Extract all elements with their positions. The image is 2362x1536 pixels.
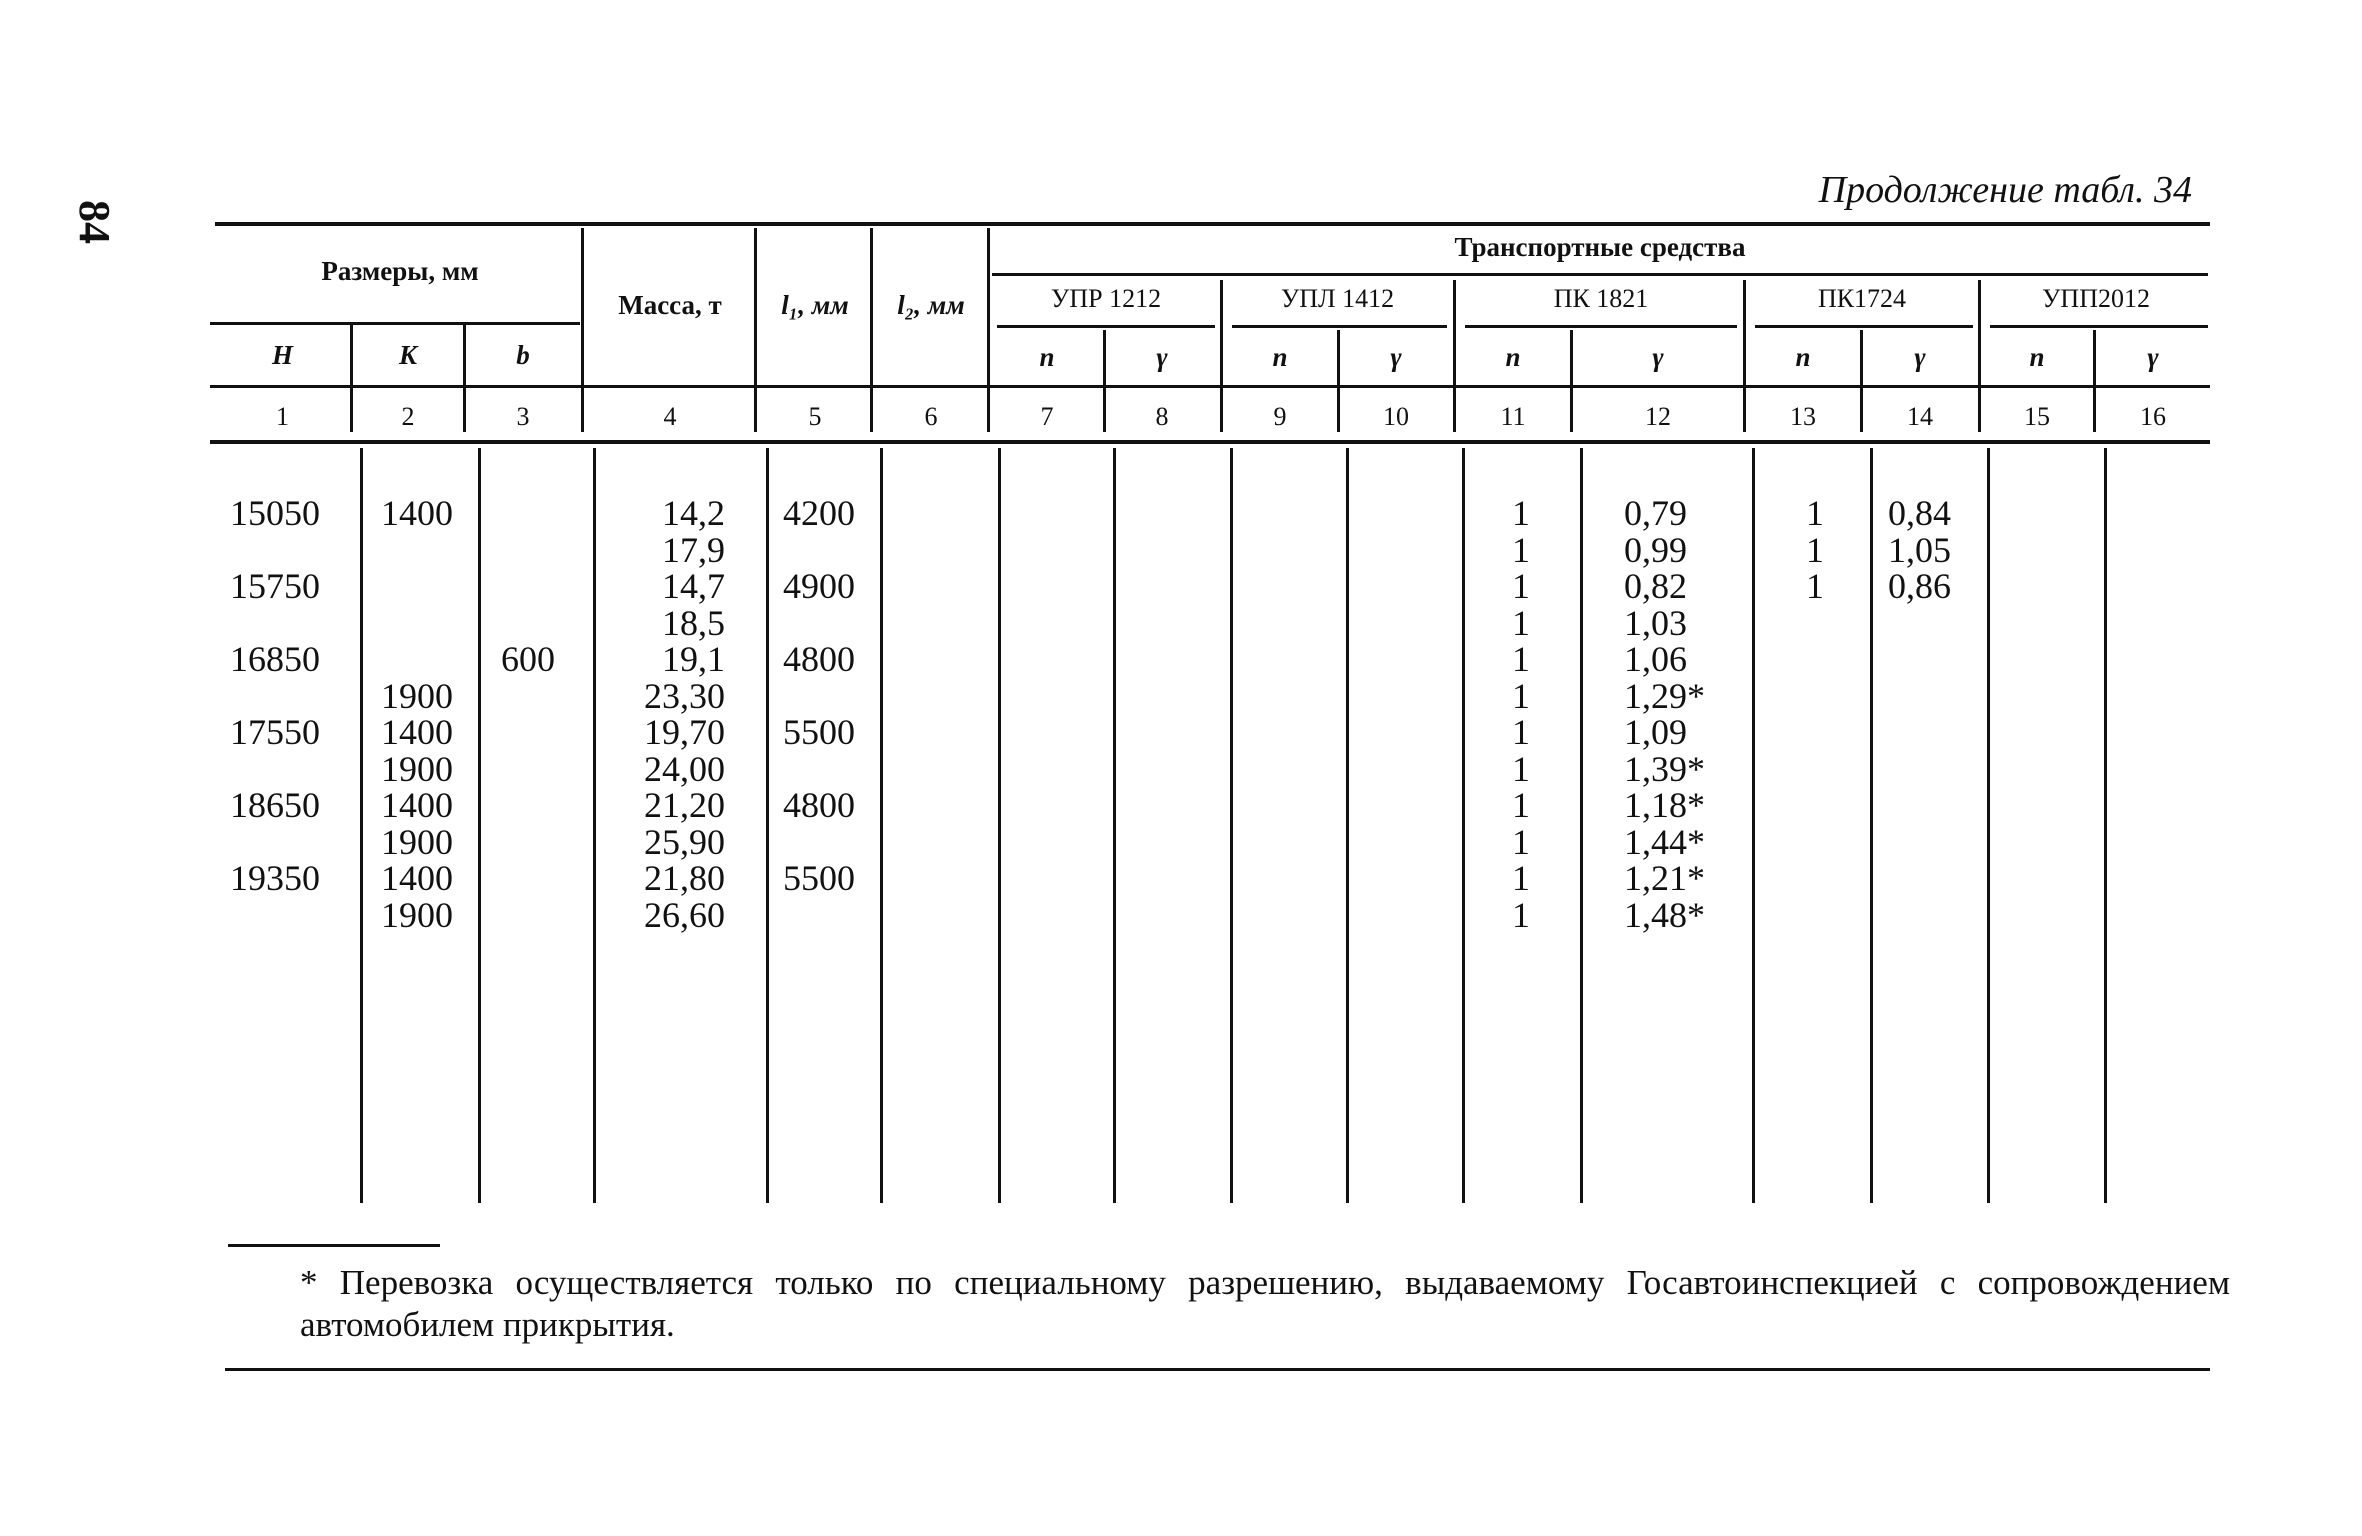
cell-pk1821_n-8: 1: [1512, 785, 1530, 825]
group-upl1412: УПЛ 1412: [1280, 284, 1395, 313]
cell-pk1724_n-2: 1: [1806, 566, 1824, 606]
colnum-8: 8: [1155, 402, 1169, 431]
cell-K-3: [365, 605, 453, 642]
header-n-7: n: [1039, 342, 1055, 372]
header-l1: l₁, мм: [781, 290, 849, 320]
cell-pk1821_n-10: 1: [1512, 858, 1530, 898]
cell-l1-0: 4200: [783, 493, 855, 533]
cell-H-0: 15050: [230, 493, 320, 533]
header-K: K: [398, 340, 417, 370]
group-upp2012: УПП2012: [2042, 284, 2150, 313]
header-H: H: [271, 340, 293, 370]
cell-K-8: 1400: [381, 785, 453, 825]
cell-pk1821_g-5: 1,29*: [1624, 675, 1705, 716]
header-bottom-rule: [210, 440, 2210, 444]
cell-H-9: [220, 824, 320, 861]
header-transport: Транспортные средства: [1454, 232, 1746, 262]
group-pk1821: ПК 1821: [1553, 284, 1649, 313]
cell-l1-2: 4900: [783, 566, 855, 606]
cell-pk1821_n-2: 1: [1512, 566, 1530, 606]
cell-pk1821_n-5: 1: [1512, 675, 1530, 716]
cell-pk1821_n-7: 1: [1512, 748, 1530, 789]
header-g-14: γ: [1914, 342, 1926, 372]
cell-H-6: 17550: [230, 712, 320, 752]
cell-b-1: [480, 532, 555, 569]
cell-mass-1: 17,9: [662, 529, 725, 570]
cell-l1-10: 5500: [783, 858, 855, 898]
cell-K-6: 1400: [381, 712, 453, 752]
header-n-15: n: [2029, 342, 2045, 372]
cell-l1-4: 4800: [783, 639, 855, 679]
colnum-11: 11: [1500, 402, 1526, 431]
group-upr1212: УПР 1212: [1050, 284, 1162, 313]
header-g-8: γ: [1156, 342, 1168, 372]
cell-pk1821_g-0: 0,79: [1624, 493, 1687, 533]
colnum-5: 5: [808, 402, 822, 431]
cell-mass-10: 21,80: [644, 858, 725, 898]
cell-H-4: 16850: [230, 639, 320, 679]
cell-b-5: [480, 678, 555, 715]
cell-b-4: 600: [501, 639, 555, 679]
header-g-16: γ: [2147, 342, 2159, 372]
footnote: * Перевозка осуществляется только по специальному разрешению, выдаваемому Госавтоинспекцией с сопровождением автомобилем прикрытия.: [300, 1263, 2230, 1344]
cell-H-5: [220, 678, 320, 715]
table-top-rule: [215, 222, 2210, 226]
cell-l1-8: 4800: [783, 785, 855, 825]
cell-l1-3: [770, 605, 855, 642]
cell-pk1821_n-3: 1: [1512, 602, 1530, 643]
cell-K-1: [365, 532, 453, 569]
cell-pk1821_n-1: 1: [1512, 529, 1530, 570]
cell-pk1724_g-1: 1,05: [1888, 529, 1951, 570]
cell-K-0: 1400: [381, 493, 453, 533]
cell-pk1724_g-2: 0,86: [1888, 566, 1951, 606]
column-H: [220, 495, 320, 933]
cell-K-4: [365, 641, 453, 678]
column-mass: [600, 495, 725, 933]
cell-l1-6: 5500: [783, 712, 855, 752]
page-number: 84: [70, 200, 119, 244]
column-K: [365, 495, 453, 933]
colnum-10: 10: [1383, 402, 1409, 431]
colnum-1: 1: [276, 402, 289, 431]
colnum-16: 16: [2140, 402, 2166, 431]
cell-mass-4: 19,1: [662, 639, 725, 679]
colnum-4: 4: [663, 402, 677, 431]
cell-pk1821_g-6: 1,09: [1624, 712, 1687, 752]
cell-pk1821_g-9: 1,44*: [1624, 821, 1705, 862]
header-n-11: n: [1505, 342, 1521, 372]
cell-mass-2: 14,7: [662, 566, 725, 606]
cell-pk1821_g-8: 1,18*: [1624, 785, 1705, 825]
cell-H-2: 15750: [230, 566, 320, 606]
column-pk1821-n: [1490, 495, 1530, 933]
cell-pk1821_g-3: 1,03: [1624, 602, 1687, 643]
cell-mass-11: 26,60: [644, 894, 725, 935]
header-sizes: Размеры, мм: [321, 256, 479, 286]
cell-mass-5: 23,30: [644, 675, 725, 716]
cell-K-11: 1900: [381, 894, 453, 935]
cell-pk1821_n-0: 1: [1512, 493, 1530, 533]
cell-pk1821_n-4: 1: [1512, 639, 1530, 679]
colnum-7: 7: [1040, 402, 1054, 431]
cell-b-10: [480, 860, 555, 897]
column-b: [480, 495, 555, 933]
cell-l1-7: [770, 751, 855, 788]
header-n-13: n: [1795, 342, 1811, 372]
cell-H-1: [220, 532, 320, 569]
colnum-14: 14: [1907, 402, 1933, 431]
cell-l1-11: [770, 897, 855, 934]
cell-b-2: [480, 568, 555, 605]
colnum-6: 6: [924, 402, 938, 431]
colnum-2: 2: [401, 402, 415, 431]
column-pk1724-n: [1784, 495, 1824, 605]
cell-K-9: 1900: [381, 821, 453, 862]
cell-mass-6: 19,70: [644, 712, 725, 752]
cell-pk1821_n-6: 1: [1512, 712, 1530, 752]
cell-pk1821_g-7: 1,39*: [1624, 748, 1705, 789]
column-l1: [770, 495, 855, 933]
cell-b-7: [480, 751, 555, 788]
colnum-12: 12: [1645, 402, 1671, 431]
cell-pk1821_n-9: 1: [1512, 821, 1530, 862]
cell-pk1724_n-0: 1: [1806, 493, 1824, 533]
header-g-12: γ: [1652, 342, 1664, 372]
header-b: b: [516, 340, 530, 370]
cell-l1-1: [770, 532, 855, 569]
cell-b-0: [480, 495, 555, 532]
cell-pk1821_g-11: 1,48*: [1624, 894, 1705, 935]
cell-H-3: [220, 605, 320, 642]
cell-mass-8: 21,20: [644, 785, 725, 825]
cell-K-10: 1400: [381, 858, 453, 898]
cell-H-8: 18650: [230, 785, 320, 825]
cell-K-7: 1900: [381, 748, 453, 789]
cell-K-5: 1900: [381, 675, 453, 716]
cell-H-7: [220, 751, 320, 788]
colnum-15: 15: [2024, 402, 2050, 431]
cell-pk1821_n-11: 1: [1512, 894, 1530, 935]
colnum-13: 13: [1790, 402, 1816, 431]
cell-pk1821_g-10: 1,21*: [1624, 858, 1705, 898]
table-caption: Продолжение табл. 34: [1818, 169, 2192, 211]
cell-pk1821_g-1: 0,99: [1624, 529, 1687, 570]
colnum-3: 3: [516, 402, 530, 431]
page-bottom-rule: [225, 1368, 2210, 1371]
cell-mass-7: 24,00: [644, 748, 725, 789]
cell-K-2: [365, 568, 453, 605]
cell-pk1821_g-2: 0,82: [1624, 566, 1687, 606]
cell-b-11: [480, 897, 555, 934]
cell-pk1724_g-0: 0,84: [1888, 493, 1951, 533]
header-g-10: γ: [1390, 342, 1402, 372]
group-pk1724: ПК1724: [1817, 284, 1907, 313]
cell-mass-9: 25,90: [644, 821, 725, 862]
cell-pk1724_n-1: 1: [1806, 529, 1824, 570]
header-n-9: n: [1272, 342, 1288, 372]
cell-H-11: [220, 897, 320, 934]
colnum-9: 9: [1273, 402, 1287, 431]
header-mass: Масса, т: [618, 290, 722, 320]
cell-mass-0: 14,2: [662, 493, 725, 533]
footnote-separator: [228, 1244, 440, 1247]
cell-mass-3: 18,5: [662, 602, 725, 643]
cell-l1-9: [770, 824, 855, 861]
cell-b-9: [480, 824, 555, 861]
cell-pk1821_g-4: 1,06: [1624, 639, 1687, 679]
column-pk1724-gamma: [1888, 495, 1978, 605]
cell-b-8: [480, 787, 555, 824]
cell-H-10: 19350: [230, 858, 320, 898]
cell-b-6: [480, 714, 555, 751]
cell-l1-5: [770, 678, 855, 715]
header-l2: l₂, мм: [897, 290, 965, 320]
cell-b-3: [480, 605, 555, 642]
column-pk1821-gamma: [1624, 495, 1744, 933]
